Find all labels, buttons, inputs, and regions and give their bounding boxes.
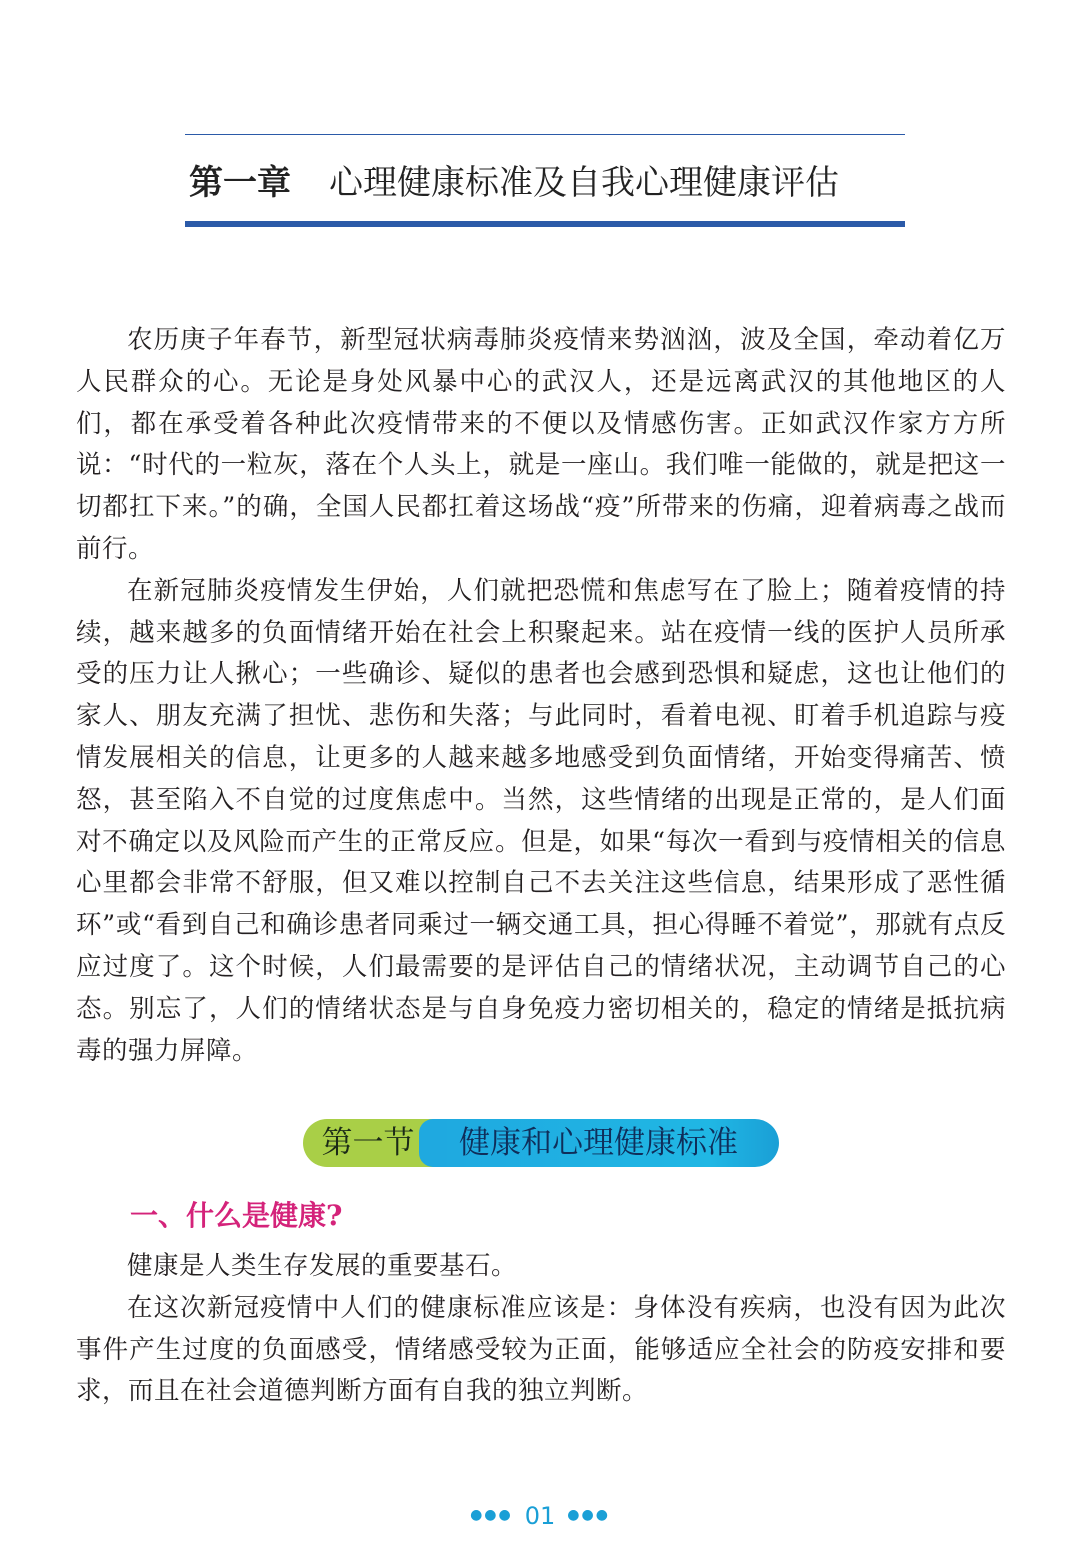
footer-dots-right: ●●● xyxy=(567,1507,610,1523)
section-banner xyxy=(303,1119,779,1167)
chapter-bottom-rule xyxy=(185,221,905,227)
chapter-name: 心理健康标准及自我心理健康评估 xyxy=(329,163,839,203)
subsection-paragraph: 健康是人类生存发展的重要基石。 xyxy=(127,1251,518,1281)
section-title: 健康和心理健康标准 xyxy=(433,1119,779,1167)
subsection-paragraph: 在这次新冠疫情中人们的健康标准应该是：身体没有疾病，也没有因为此次事件产生过度的负面感受，情绪感受较为正面，能够适应全社会的防疫安排和要求，而且在社会道德判断方面有自我的独立判断。 xyxy=(76,1292,1006,1407)
section-number: 第一节 xyxy=(303,1119,433,1167)
chapter-title xyxy=(185,159,905,207)
intro-paragraph: 农历庚子年春节，新型冠状病毒肺炎疫情来势汹汹，波及全国，牵动着亿万人民群众的心。无论是身处风暴中心的武汉人，还是远离武汉的其他地区的人们，都在承受着各种此次疫情带来的不便以及情感伤害。正如武汉作家方方所说：“时代的一粒灰，落在个人头上，就是一座山。我们唯一能做的，就是把这一切都扛下来。”的确，全国人民都扛着这场战“疫”所带来的伤痛，迎着病毒之战而前行。 xyxy=(76,325,1006,564)
subsection-text xyxy=(76,1246,1006,1413)
chapter-header xyxy=(185,134,905,227)
page-footer xyxy=(0,1500,1080,1533)
chapter-number: 第一章 xyxy=(189,163,291,203)
chapter-top-rule xyxy=(185,134,905,135)
intro-paragraph: 在新冠肺炎疫情发生伊始，人们就把恐慌和焦虑写在了脸上；随着疫情的持续，越来越多的负面情绪开始在社会上积聚起来。站在疫情一线的医护人员所承受的压力让人揪心；一些确诊、疑似的患者也会感到恐惧和疑虑，这也让他们的家人、朋友充满了担忧、悲伤和失落；与此同时，看着电视、盯着手机追踪与疫情发展相关的信息，让更多的人越来越多地感受到负面情绪，开始变得痛苦、愤怒，甚至陷入不自觉的过度焦虑中。当然，这些情绪的出现是正常的，是人们面对不确定以及风险而产生的正常反应。但是，如果“每次一看到与疫情相关的信息心里都会非常不舒服，但又难以控制自己不去关注这些信息，结果形成了恶性循环”或“看到自己和确诊患者同乘过一辆交通工具，担心得睡不着觉”，那就有点反应过度了。这个时候，人们最需要的是评估自己的情绪状况，主动调节自己的心态。别忘了，人们的情绪状态是与自身免疫力密切相关的，稳定的情绪是抵抗病毒的强力屏障。 xyxy=(76,575,1006,1066)
page-number: 01 xyxy=(524,1502,556,1530)
footer-dots-left: ●●● xyxy=(470,1507,513,1523)
subsection-heading: 一、什么是健康? xyxy=(130,1199,343,1232)
intro-text xyxy=(76,320,1006,1072)
